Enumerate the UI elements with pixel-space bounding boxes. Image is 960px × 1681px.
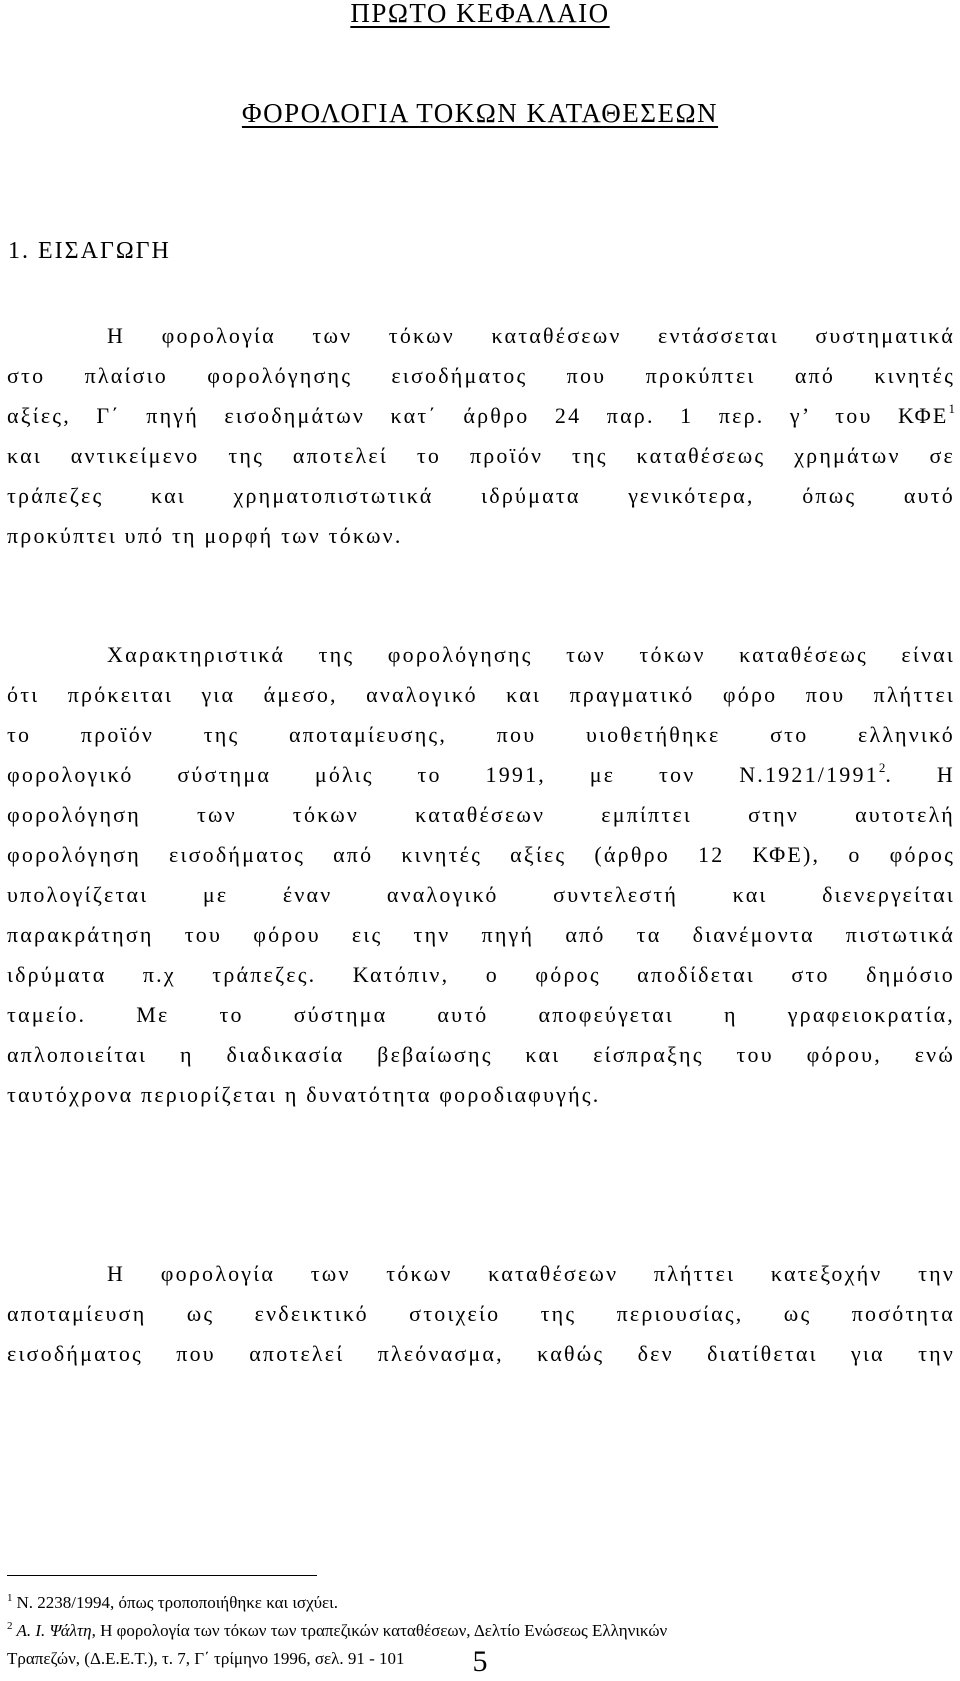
paragraph-2: [7, 635, 955, 1115]
paragraph-line: [7, 396, 955, 436]
footnote-text: , Η φορολογία των τόκων των τραπεζικών καταθέσεων, Δελτίο Ενώσεως Ελληνικών: [91, 1621, 668, 1640]
paragraph-line: Η φορολογία των τόκων καταθέσεων εντάσσεται συστηματικά: [107, 323, 955, 348]
paragraph-line: προκύπτει υπό τη μορφή των τόκων.: [7, 523, 403, 548]
paragraph-line: Η φορολογία των τόκων καταθέσεων πλήττει κατεξοχήν την: [107, 1261, 955, 1286]
paragraph-line: ταυτόχρονα περιορίζεται η δυνατότητα φοροδιαφυγής.: [7, 1082, 601, 1107]
paragraph-line: φορολόγηση εισοδήματος από κινητές αξίες (άρθρο 12 ΚΦΕ), ο φόρος: [7, 842, 955, 867]
main-title: ΦΟΡΟΛΟΓΙΑ ΤΟΚΩΝ ΚΑΤΑΘΕΣΕΩΝ: [241, 98, 719, 128]
footnote-text: Ν. 2238/1994, όπως τροποποιήθηκε και ισχύει.: [16, 1593, 338, 1612]
paragraph-1: [7, 316, 955, 556]
paragraph-line: αποταμίευση ως ενδεικτικό στοιχείο της περιουσίας, ως ποσότητα: [7, 1301, 955, 1326]
paragraph-line: το προϊόν της αποταμίευσης, που υιοθετήθηκε στο ελληνικό: [7, 722, 955, 747]
footnote-author: Α. Ι. Ψάλτη: [16, 1621, 92, 1640]
footnote-2: [7, 1617, 955, 1645]
paragraph-line: ότι πρόκειται για άμεσο, αναλογικό και πραγματικό φόρο που πλήττει: [7, 682, 955, 707]
footnote-text: Τραπεζών, (Δ.Ε.Ε.Τ.), τ. 7, Γ΄ τρίμηνο 1996, σελ. 91 - 101: [7, 1649, 405, 1668]
footnote-number: 2: [7, 1620, 13, 1632]
paragraph-line: και αντικείμενο της αποτελεί το προϊόν της καταθέσεως χρημάτων σε: [7, 443, 955, 468]
paragraph-line: τράπεζες και χρηματοπιστωτικά ιδρύματα γενικότερα, όπως αυτό: [7, 483, 955, 508]
paragraph-3: [7, 1254, 955, 1374]
page-number: 5: [472, 1645, 488, 1678]
footnote-1: [7, 1589, 955, 1617]
paragraph-line: εισοδήματος που αποτελεί πλεόνασμα, καθώς δεν διατίθεται για την: [7, 1341, 955, 1366]
paragraph-line: απλοποιείται η διαδικασία βεβαίωσης και είσπραξης του φόρου, ενώ: [7, 1042, 955, 1067]
footnote-ref-2: 2: [878, 760, 886, 775]
section-title: 1. ΕΙΣΑΓΩΓΗ: [8, 238, 171, 264]
paragraph-line: [7, 755, 955, 795]
line-tail: . Η: [885, 762, 955, 787]
paragraph-line: παρακράτηση του φόρου εις την πηγή από τα διανέμοντα πιστωτικά: [7, 922, 955, 947]
chapter-title: ΠΡΩΤΟ ΚΕΦΑΛΑΙΟ: [350, 0, 610, 28]
paragraph-line: φορολόγηση των τόκων καταθέσεων εμπίπτει στην αυτοτελή: [7, 802, 955, 827]
line-text: αξίες, Γ΄ πηγή εισοδημάτων κατ΄ άρθρο 24 παρ. 1 περ. γ’ του ΚΦΕ: [7, 403, 949, 428]
footnote-number: 1: [7, 1592, 13, 1604]
paragraph-line: ταμείο. Με το σύστημα αυτό αποφεύγεται η γραφειοκρατία,: [7, 1002, 955, 1027]
paragraph-line: Χαρακτηριστικά της φορολόγησης των τόκων καταθέσεως είναι: [107, 642, 955, 667]
paragraph-line: στο πλαίσιο φορολόγησης εισοδήματος που προκύπτει από κινητές: [7, 363, 955, 388]
line-text: φορολογικό σύστημα μόλις το 1991, με τον Ν.1921/1991: [7, 762, 879, 787]
footnote-separator: [7, 1575, 317, 1576]
paragraph-line: ιδρύματα π.χ τράπεζες. Κατόπιν, ο φόρος αποδίδεται στο δημόσιο: [7, 962, 955, 987]
paragraph-line: υπολογίζεται με έναν αναλογικό συντελεστή και διενεργείται: [7, 882, 955, 907]
footnote-ref-1: 1: [948, 401, 955, 416]
